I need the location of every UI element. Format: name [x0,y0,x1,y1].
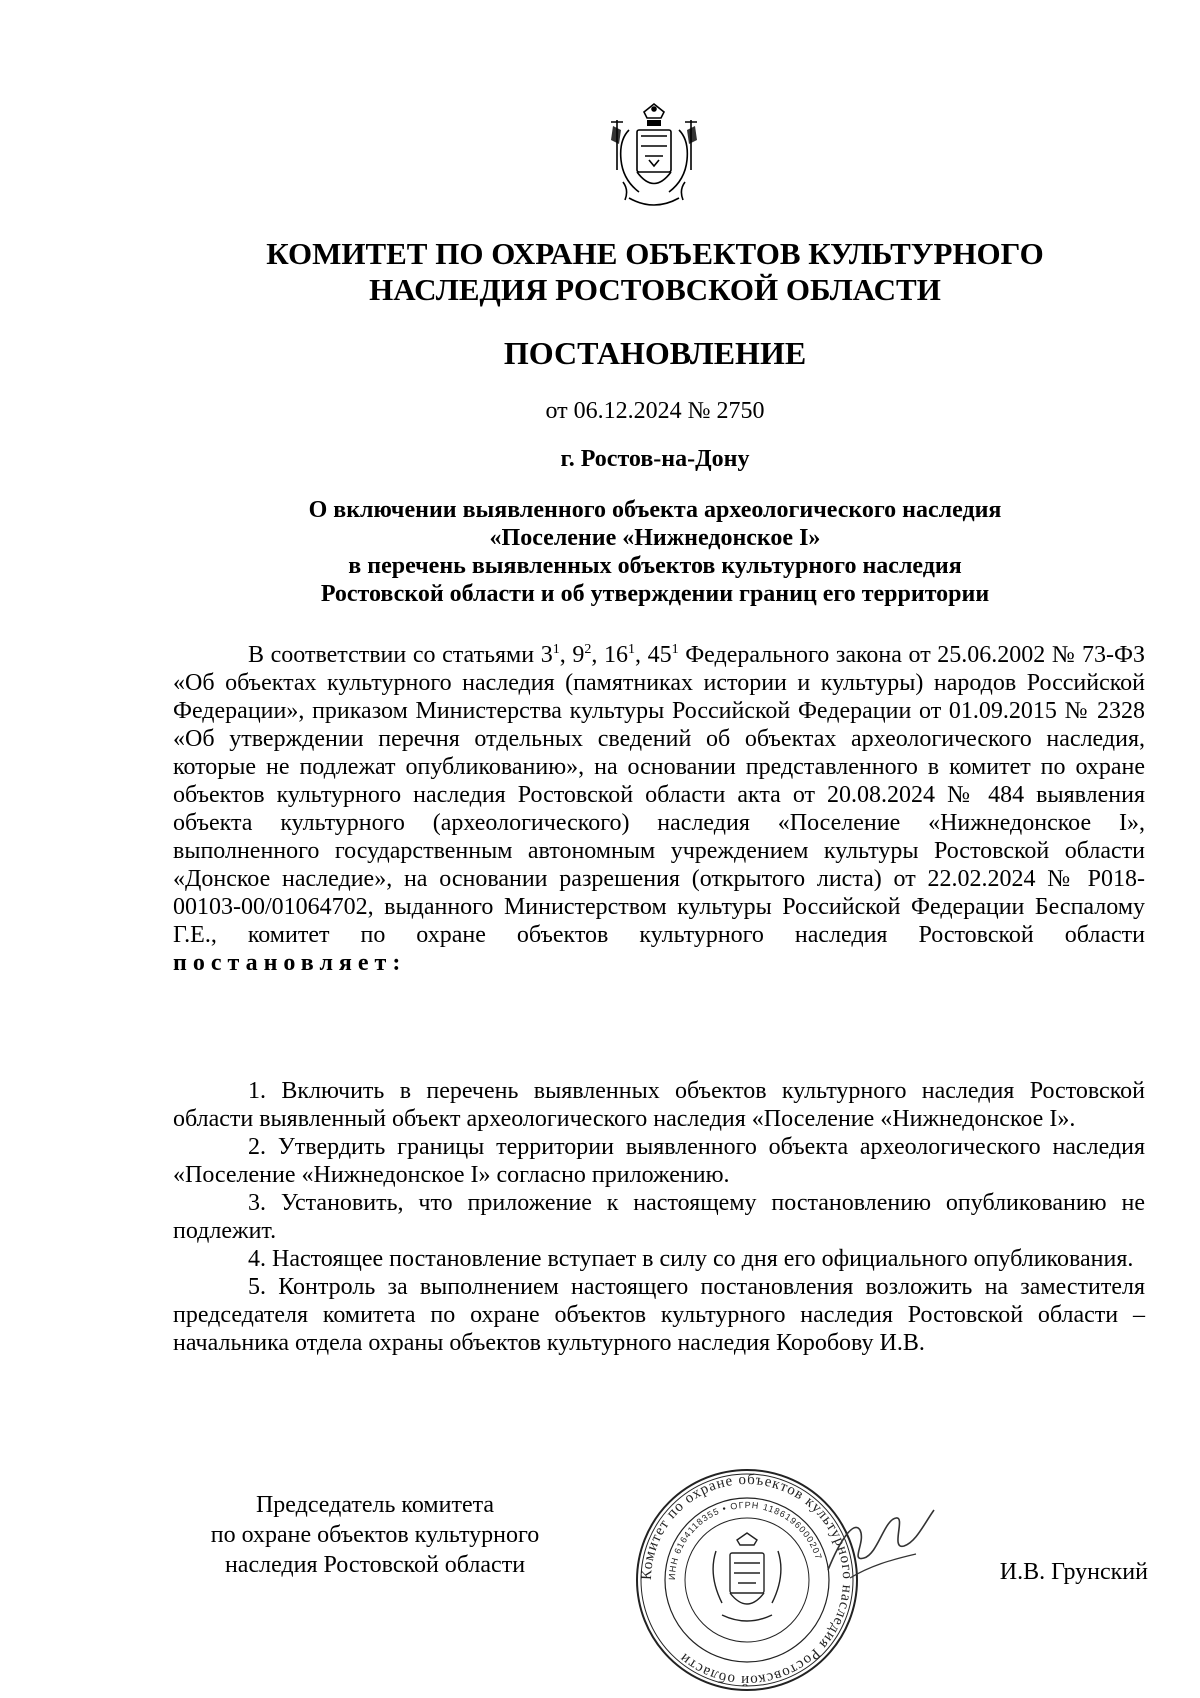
preamble-text-3: , 16 [591,642,628,668]
svg-text:ИНН 6164118355 • ОГРН 11861960 [667,1500,824,1580]
decree-word: постановляет: [173,950,407,976]
signer-title-line-3: наследия Ростовской области [224,1552,526,1578]
document-subject [160,496,1150,608]
org-line-2: НАСЛЕДИЯ РОСТОВСКОЙ ОБЛАСТИ [369,272,941,307]
subject-line-3: в перечень выявленных объектов культурного наследия [348,553,962,579]
decree-items [173,1077,1145,1357]
signer-name: И.В. Грунский [999,1559,1148,1585]
preamble-text-1: В соответствии со статьями 3 [248,642,553,668]
org-line-1: КОМИТЕТ ПО ОХРАНЕ ОБЪЕКТОВ КУЛЬТУРНОГО [266,236,1044,271]
preamble-text-2: , 9 [559,642,585,668]
organization-name [160,236,1150,308]
superscript-3: 1 [627,642,635,657]
superscript-2: 2 [584,642,592,657]
decree-item-1: 1. Включить в перечень выявленных объектов культурного наследия Ростовской области выявленный объект археологического наследия «Поселение «Нижнедонское I». [173,1078,1145,1132]
signer-title [165,1490,585,1580]
document-date-number: от 06.12.2024 № 2750 [545,398,765,424]
subject-line-1: О включении выявленного объекта археологического наследия [308,497,1002,523]
preamble-paragraph [173,641,1145,977]
preamble-text-5: Федерального закона от 25.06.2002 № 73-ФЗ «Об объектах культурного наследия (памятниках истории и культуры) народов Российской Федерации», приказом Министерства культуры Российской Федерации от 01.09.2015 № 2328 «Об утверждении перечня отдельных сведений об объектах археологического наследия, которые не подлежат опубликованию», на основании представленного в комитет по охране объектов культурного наследия Ростовской области акта от 20.08.2024 № 484 выявления объекта культурного (археологического) наследия «Поселение «Нижнедонское I», выполненного государственным автономным учреждением культуры Ростовской области «Донское наследие», на основании разрешения (открытого листа) от 22.02.2024 № Р018-00103-00/01064702, выданного Министерством культуры Российской Федерации Беспалому Г.Е., комитет по охране объектов культурного наследия Ростовской области [173,642,1146,948]
decree-item-2: 2. Утвердить границы территории выявленного объекта археологического наследия «Поселение «Нижнедонское I» согласно приложению. [173,1134,1145,1188]
decree-item-4: 4. Настоящее постановление вступает в силу со дня его официального опубликования. [248,1246,1134,1272]
decree-item-5: 5. Контроль за выполнением настоящего постановления возложить на заместителя председателя комитета по охране объектов культурного наследия Ростовской области – начальника отдела охраны объектов культурного наследия Коробову И.В. [173,1274,1145,1356]
stamp-inner-text: ИНН 6164118355 • ОГРН 1186196000207 [666,1499,824,1581]
decree-item-3: 3. Установить, что приложение к настоящему постановлению опубликованию не подлежит. [173,1190,1145,1244]
handwritten-signature [820,1500,940,1590]
superscript-1: 1 [552,642,560,657]
signer-title-line-1: Председатель комитета [255,1492,495,1518]
coat-of-arms-emblem [599,100,709,220]
document-kind: ПОСТАНОВЛЕНИЕ [503,335,807,371]
superscript-4: 1 [671,642,679,657]
preamble [173,641,1145,977]
document-city: г. Ростов-на-Дону [560,446,750,472]
stamp-outer-text: Комитет по охране объектов культурного наследия Ростовской области [638,1471,856,1689]
subject-line-2: «Поселение «Нижнедонское I» [489,525,821,551]
subject-line-4: Ростовской области и об утверждении границ его территории [320,581,990,607]
signer-title-line-2: по охране объектов культурного [210,1522,540,1548]
preamble-text-4: , 45 [634,642,672,668]
